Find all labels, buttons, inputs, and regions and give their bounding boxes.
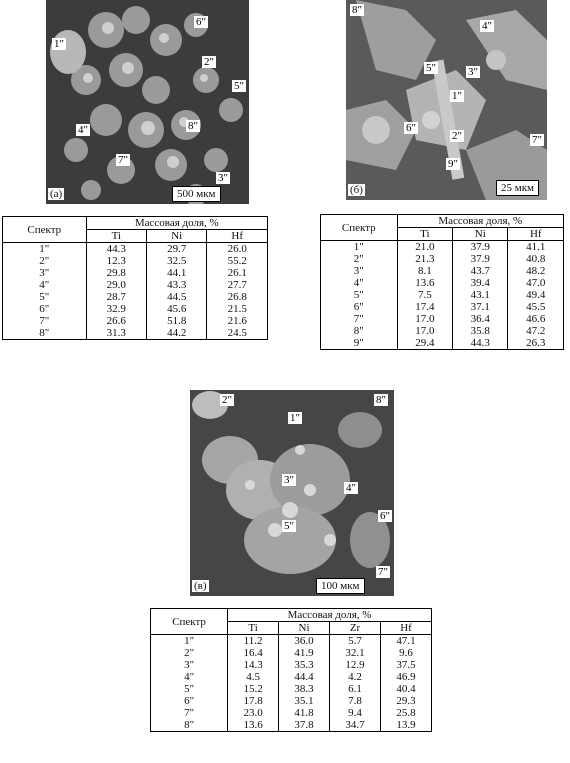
table-cell: 48.2 <box>508 265 564 277</box>
table-b-spectrum-header: Спектр <box>321 215 398 241</box>
table-row <box>151 659 432 671</box>
table-cell: 9" <box>321 337 398 350</box>
table-cell: 49.4 <box>508 289 564 301</box>
table-c-col-ti: Ti <box>228 622 279 635</box>
scale-text-c: 100 мкм <box>321 580 360 592</box>
table-cell: 29.4 <box>397 337 452 350</box>
table-cell: 37.1 <box>453 301 508 313</box>
composition-table-a <box>2 216 268 340</box>
table-cell: 6" <box>151 695 228 707</box>
table-cell: 6.1 <box>330 683 381 695</box>
table-cell: 37.9 <box>453 241 508 254</box>
table-cell: 37.9 <box>453 253 508 265</box>
table-cell: 41.9 <box>279 647 330 659</box>
table-row <box>151 635 432 648</box>
table-row <box>321 289 564 301</box>
table-c-col-zr: Zr <box>330 622 381 635</box>
table-row <box>151 695 432 707</box>
spectrum-label-c-5: 5" <box>284 520 294 532</box>
spectrum-label-a-8: 8" <box>188 120 198 132</box>
table-cell: 44.5 <box>147 291 207 303</box>
table-cell: 44.4 <box>279 671 330 683</box>
table-cell: 21.5 <box>207 303 268 315</box>
table-cell: 26.1 <box>207 267 268 279</box>
table-a-mass-header: Массовая доля, % <box>86 217 267 230</box>
table-cell: 17.0 <box>397 325 452 337</box>
table-cell: 21.3 <box>397 253 452 265</box>
scale-text-a: 500 мкм <box>177 188 216 200</box>
table-cell: 45.5 <box>508 301 564 313</box>
table-cell: 44.3 <box>86 243 146 256</box>
spectrum-label-b-7: 7" <box>532 134 542 146</box>
panel-letter-c: (в) <box>194 580 207 592</box>
table-cell: 26.3 <box>508 337 564 350</box>
table-cell: 1" <box>151 635 228 648</box>
table-cell: 17.4 <box>397 301 452 313</box>
table-cell: 55.2 <box>207 255 268 267</box>
table-cell: 46.9 <box>380 671 431 683</box>
table-cell: 21.0 <box>397 241 452 254</box>
spectrum-label-b-4: 4" <box>482 20 492 32</box>
table-cell: 45.6 <box>147 303 207 315</box>
table-cell: 7" <box>3 315 87 327</box>
table-cell: 43.7 <box>453 265 508 277</box>
table-row <box>151 719 432 732</box>
table-cell: 44.3 <box>453 337 508 350</box>
table-cell: 32.5 <box>147 255 207 267</box>
table-cell: 41.8 <box>279 707 330 719</box>
table-c-col-ni: Ni <box>279 622 330 635</box>
table-cell: 44.2 <box>147 327 207 340</box>
spectrum-label-c-7: 7" <box>378 566 388 578</box>
table-cell: 29.7 <box>147 243 207 256</box>
table-cell: 5" <box>3 291 87 303</box>
table-row <box>151 671 432 683</box>
table-cell: 35.1 <box>279 695 330 707</box>
table-cell: 35.3 <box>279 659 330 671</box>
table-cell: 31.3 <box>86 327 146 340</box>
table-cell: 23.0 <box>228 707 279 719</box>
table-cell: 3" <box>151 659 228 671</box>
table-cell: 9.6 <box>380 647 431 659</box>
scale-text-b: 25 мкм <box>501 182 535 194</box>
table-cell: 4" <box>321 277 398 289</box>
table-cell: 14.3 <box>228 659 279 671</box>
spectrum-label-b-5: 5" <box>426 62 436 74</box>
table-cell: 3" <box>321 265 398 277</box>
scale-bar-c <box>316 578 365 594</box>
table-row <box>3 255 268 267</box>
spectrum-label-b-3: 3" <box>468 66 478 78</box>
table-row <box>151 683 432 695</box>
table-row <box>3 315 268 327</box>
table-row <box>321 301 564 313</box>
table-c-col-hf: Hf <box>380 622 431 635</box>
table-cell: 12.9 <box>330 659 381 671</box>
table-cell: 27.7 <box>207 279 268 291</box>
table-cell: 2" <box>3 255 87 267</box>
table-b-col-ni: Ni <box>453 228 508 241</box>
spectrum-label-a-6: 6" <box>196 16 206 28</box>
table-cell: 17.0 <box>397 313 452 325</box>
table-c-spectrum-header: Спектр <box>151 609 228 635</box>
table-cell: 4" <box>151 671 228 683</box>
table-cell: 13.9 <box>380 719 431 732</box>
table-cell: 39.4 <box>453 277 508 289</box>
table-row <box>151 707 432 719</box>
table-cell: 43.1 <box>453 289 508 301</box>
table-row <box>3 243 268 256</box>
table-cell: 29.8 <box>86 267 146 279</box>
table-cell: 34.7 <box>330 719 381 732</box>
table-row <box>321 313 564 325</box>
table-cell: 41.1 <box>508 241 564 254</box>
table-row <box>321 325 564 337</box>
table-c-mass-header: Массовая доля, % <box>228 609 432 622</box>
table-b-col-hf: Hf <box>508 228 564 241</box>
table-cell: 4.2 <box>330 671 381 683</box>
table-row <box>321 253 564 265</box>
table-cell: 26.0 <box>207 243 268 256</box>
table-cell: 1" <box>321 241 398 254</box>
table-a-col-ti: Ti <box>86 230 146 243</box>
table-row <box>321 241 564 254</box>
table-row <box>321 265 564 277</box>
particle-texture-b <box>346 0 547 200</box>
table-cell: 15.2 <box>228 683 279 695</box>
table-cell: 9.4 <box>330 707 381 719</box>
table-cell: 26.6 <box>86 315 146 327</box>
table-cell: 36.0 <box>279 635 330 648</box>
table-row <box>3 303 268 315</box>
table-cell: 8" <box>3 327 87 340</box>
table-cell: 51.8 <box>147 315 207 327</box>
composition-table-c <box>150 608 432 732</box>
table-cell: 36.4 <box>453 313 508 325</box>
table-cell: 11.2 <box>228 635 279 648</box>
table-cell: 25.8 <box>380 707 431 719</box>
table-cell: 43.3 <box>147 279 207 291</box>
spectrum-label-a-4: 4" <box>78 124 88 136</box>
spectrum-label-c-2: 2" <box>222 394 232 406</box>
spectrum-label-c-4: 4" <box>346 482 356 494</box>
table-row <box>3 327 268 340</box>
table-row <box>3 291 268 303</box>
table-cell: 13.6 <box>228 719 279 732</box>
panel-letter-b: (б) <box>350 184 363 196</box>
table-a-spectrum-header: Спектр <box>3 217 87 243</box>
table-cell: 7.5 <box>397 289 452 301</box>
table-cell: 2" <box>151 647 228 659</box>
table-cell: 7" <box>321 313 398 325</box>
table-cell: 7" <box>151 707 228 719</box>
table-cell: 6" <box>3 303 87 315</box>
table-cell: 29.3 <box>380 695 431 707</box>
panel-letter-a: (a) <box>50 188 63 200</box>
table-cell: 6" <box>321 301 398 313</box>
spectrum-label-b-1: 1" <box>452 90 462 102</box>
table-cell: 8" <box>151 719 228 732</box>
sem-image-a <box>46 0 249 204</box>
table-cell: 26.8 <box>207 291 268 303</box>
spectrum-label-a-7: 7" <box>118 154 128 166</box>
table-cell: 47.1 <box>380 635 431 648</box>
table-cell: 32.1 <box>330 647 381 659</box>
table-row <box>151 647 432 659</box>
table-cell: 40.4 <box>380 683 431 695</box>
table-cell: 16.4 <box>228 647 279 659</box>
table-cell: 47.2 <box>508 325 564 337</box>
table-cell: 3" <box>3 267 87 279</box>
spectrum-label-b-2: 2" <box>452 130 462 142</box>
table-cell: 32.9 <box>86 303 146 315</box>
composition-table-b <box>320 214 564 350</box>
table-cell: 46.6 <box>508 313 564 325</box>
table-cell: 28.7 <box>86 291 146 303</box>
spectrum-label-a-1: 1" <box>54 38 64 50</box>
table-cell: 4.5 <box>228 671 279 683</box>
spectrum-label-b-8: 8" <box>352 4 362 16</box>
table-cell: 8" <box>321 325 398 337</box>
spectrum-label-c-8: 8" <box>376 394 386 406</box>
scale-bar-b <box>496 180 539 196</box>
table-cell: 5" <box>151 683 228 695</box>
table-cell: 38.3 <box>279 683 330 695</box>
sem-image-b <box>346 0 547 200</box>
spectrum-label-c-3: 3" <box>284 474 294 486</box>
table-cell: 5" <box>321 289 398 301</box>
spectrum-label-a-2: 2" <box>204 56 214 68</box>
table-a-col-ni: Ni <box>147 230 207 243</box>
table-cell: 24.5 <box>207 327 268 340</box>
spectrum-label-b-9: 9" <box>448 158 458 170</box>
table-cell: 21.6 <box>207 315 268 327</box>
table-cell: 8.1 <box>397 265 452 277</box>
table-cell: 7.8 <box>330 695 381 707</box>
table-a-col-hf: Hf <box>207 230 268 243</box>
table-cell: 29.0 <box>86 279 146 291</box>
sem-image-c <box>190 390 394 596</box>
table-cell: 12.3 <box>86 255 146 267</box>
table-row <box>3 267 268 279</box>
spectrum-label-a-5: 5" <box>234 80 244 92</box>
table-row <box>321 337 564 350</box>
table-b-col-ti: Ti <box>397 228 452 241</box>
table-cell: 47.0 <box>508 277 564 289</box>
table-cell: 35.8 <box>453 325 508 337</box>
spectrum-label-b-6: 6" <box>406 122 416 134</box>
table-cell: 37.5 <box>380 659 431 671</box>
table-row <box>321 277 564 289</box>
table-b-mass-header: Массовая доля, % <box>397 215 563 228</box>
spectrum-label-c-6: 6" <box>380 510 390 522</box>
spectrum-label-a-3: 3" <box>218 172 228 184</box>
table-row <box>3 279 268 291</box>
table-cell: 40.8 <box>508 253 564 265</box>
scale-bar-a <box>172 186 221 202</box>
table-cell: 17.8 <box>228 695 279 707</box>
spectrum-label-c-1: 1" <box>290 412 300 424</box>
table-cell: 37.8 <box>279 719 330 732</box>
table-cell: 2" <box>321 253 398 265</box>
table-cell: 44.1 <box>147 267 207 279</box>
table-cell: 5.7 <box>330 635 381 648</box>
table-cell: 4" <box>3 279 87 291</box>
table-cell: 1" <box>3 243 87 256</box>
table-cell: 13.6 <box>397 277 452 289</box>
